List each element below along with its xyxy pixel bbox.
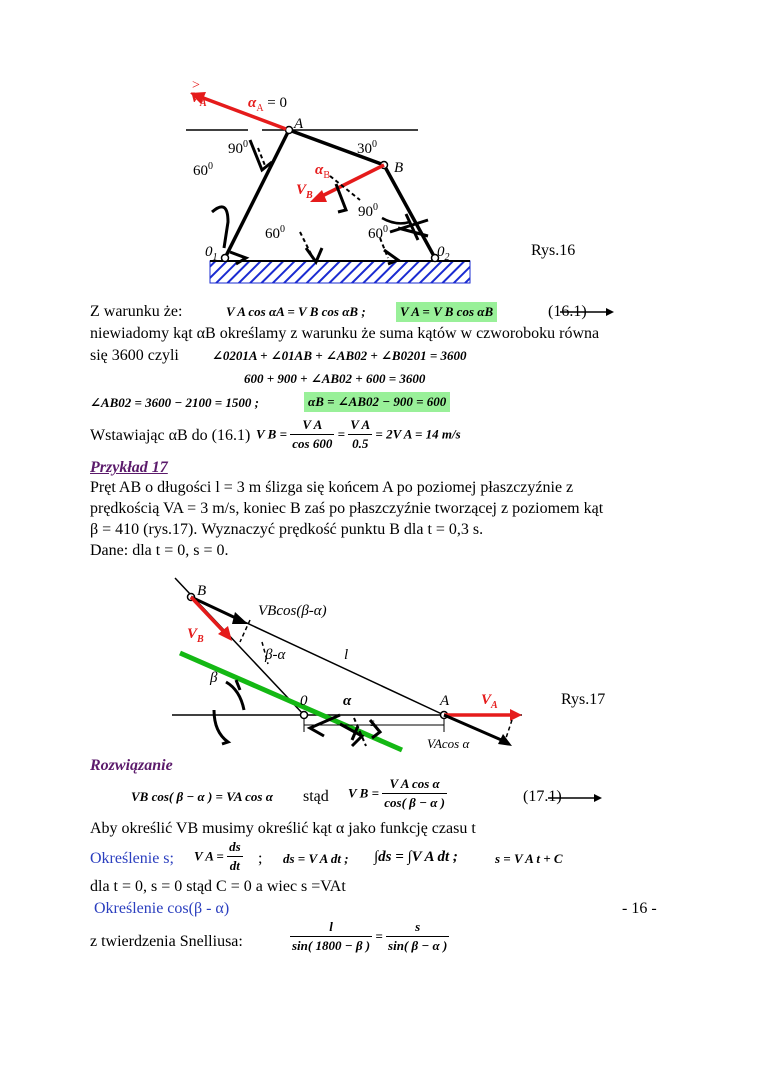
eq-17-1-frac: $\frac{\text{V A cos α}}{\cos( \beta - \alpha )}$ (384, 776, 445, 810)
fig16-va-label: $V_A$ (190, 90, 207, 109)
fig16-o1-label: $0_1$ (205, 244, 218, 263)
det-cos: Określenie cos(β - α) (94, 900, 230, 917)
eq-s: s = V A t + C (495, 851, 563, 866)
fig17-zero: 0 (300, 693, 308, 709)
fig16-angle-90-top: $90^0$ (228, 139, 248, 157)
fig16-angle-60-right: $60^0$ (368, 224, 388, 242)
solution-aby: Aby określić VB musimy określić kąt α jako funkcję czasu t (90, 820, 476, 837)
figure-17 (0, 560, 760, 760)
det-s: Określenie s; (90, 850, 174, 867)
joint-0 (301, 712, 308, 719)
eq-16-1-boxed: V A = V B cos αB (396, 302, 497, 322)
fig16-angle-60-bottom: $60^0$ (265, 224, 285, 242)
example-p4: Dane: dla t = 0, s = 0. (90, 542, 229, 559)
text-line-3-lead: się 3600 czyli (90, 347, 179, 364)
eq-va-ds-dt: V A = $\frac{ds}{dt}$ (194, 839, 241, 873)
page-number: - 16 - (622, 900, 657, 917)
eq-16-1-left: V A cos αA = V B cos αB ; (226, 304, 366, 319)
fig16-angle-30: $30^0$ (357, 139, 377, 157)
figure-16 (0, 0, 760, 300)
sep-1: ; (258, 850, 263, 867)
fig16-point-b: B (394, 160, 404, 176)
fig16-caption: Rys.16 (531, 242, 576, 259)
mark-beta-arc (226, 682, 244, 710)
eq-snell-frac-1: $\frac{l}{\sin( 1800 - \beta )}$ (292, 919, 371, 953)
solution-title: Rozwiązanie (90, 757, 173, 774)
example-p1: Pręt AB o długości l = 3 m ślizga się końcem A po poziomej płaszczyźnie z (90, 479, 574, 496)
fig17-point-a: A (440, 693, 450, 709)
insert-lead: Wstawiając αB do (16.1) (90, 427, 251, 444)
fig16-angle-60-left: $60^0$ (193, 161, 213, 179)
example-p2: prędkością VA = 3 m/s, koniec B zaś po płaszczyźnie tworzącej z poziomem kąt (90, 500, 604, 517)
eq-ab02: ∠AB02 = 3600 − 2100 = 1500 ; (90, 395, 260, 410)
eq-17-1-arrow (548, 792, 604, 804)
eq-vb-frac-1: $\frac{\text{V A}}{\cos 600}$ (292, 417, 333, 451)
solution-stad: stąd (303, 788, 329, 805)
eq-17-1: VB cos( β − α ) = VA cos α (131, 789, 273, 804)
eq-17-1-number: (17.1) (523, 788, 562, 805)
eq-angle-sum: ∠0201A + ∠01AB + ∠AB02 + ∠B0201 = 3600 (212, 348, 467, 363)
eq-angle-sum-2: 600 + 900 + ∠AB02 + 600 = 3600 (244, 371, 426, 386)
fig17-vb-label: $V_B$ (187, 626, 204, 645)
fig17-beta-alpha: β-α (265, 647, 286, 663)
example-p3: β = 410 (rys.17). Wyznaczyć prędkość punktu B dla t = 0,3 s. (90, 521, 484, 538)
ground-hatch (210, 261, 470, 283)
fig17-vb-cos: VBcos(β-α) (258, 603, 327, 619)
eq-int: ∫ds = ∫V A dt ; (374, 849, 458, 865)
mark-mid-arrow (306, 248, 322, 262)
fig16-angle-90-right: $90^0$ (358, 202, 378, 220)
condition-lead: Z warunku że: (90, 303, 183, 320)
fig17-s: s (370, 715, 375, 729)
text-line-2: niewiadomy kąt αB określamy z warunku że suma kątów w czworoboku równa (90, 325, 600, 342)
fig17-alpha: α (343, 693, 352, 709)
fig16-vb-label: $V_B$ (296, 182, 313, 201)
eq-vb-frac-2: $\frac{\text{V A}}{0.5}$ (350, 417, 371, 451)
fig16-o2-label: $0_2$ (437, 244, 450, 263)
fig16-alpha-b-label: $\alpha_B$ (315, 162, 330, 181)
eq-snell: $\frac{l}{\sin( 1800 - \beta )}$ = $\frac{s}{\sin( \beta - \alpha )}$ (292, 919, 448, 953)
eq-snell-frac-2: $\frac{s}{\sin( \beta - \alpha )}$ (388, 919, 448, 953)
fig16-alpha-a-label: $\alpha_A = 0$ (248, 95, 288, 114)
joint-a (286, 127, 293, 134)
eq-16-1-number: (16.1) (548, 303, 587, 320)
example-title: Przykład 17 (90, 459, 168, 476)
eq-16-1-arrow (560, 306, 616, 318)
fig17-beta: β (210, 670, 218, 686)
fig17-va-cos: VAcos α (427, 736, 470, 751)
eq-17-1-result: V B = $\frac{\text{V A cos α}}{\cos( \beta - \alpha )}$ (348, 776, 445, 810)
fig17-l: l (344, 647, 349, 663)
fig17-point-b: B (197, 583, 207, 599)
eq-va-frac: $\frac{ds}{dt}$ (229, 839, 241, 873)
snell-lead: z twierdzenia Snelliusa: (90, 933, 243, 950)
eq-vb-result: V B = $\frac{\text{V A}}{\cos 600}$ = $\frac{\text{V A}}{0.5}$ = 2V A = 14 m/s (256, 417, 461, 451)
eq-ds: ds = V A dt ; (283, 851, 349, 866)
solution-dla: dla t = 0, s = 0 stąd C = 0 a wiec s =VAt (90, 878, 346, 895)
fig17-va-label: $V_A$ (481, 692, 498, 711)
fig17-caption: Rys.17 (561, 691, 606, 708)
fig16-va-arrow-mark: > (192, 78, 200, 93)
joint-o1 (222, 255, 229, 262)
bar-b-o2 (384, 165, 435, 258)
fig16-point-a: A (294, 116, 304, 132)
eq-alpha-b: αB = ∠AB02 − 900 = 600 (304, 392, 450, 412)
